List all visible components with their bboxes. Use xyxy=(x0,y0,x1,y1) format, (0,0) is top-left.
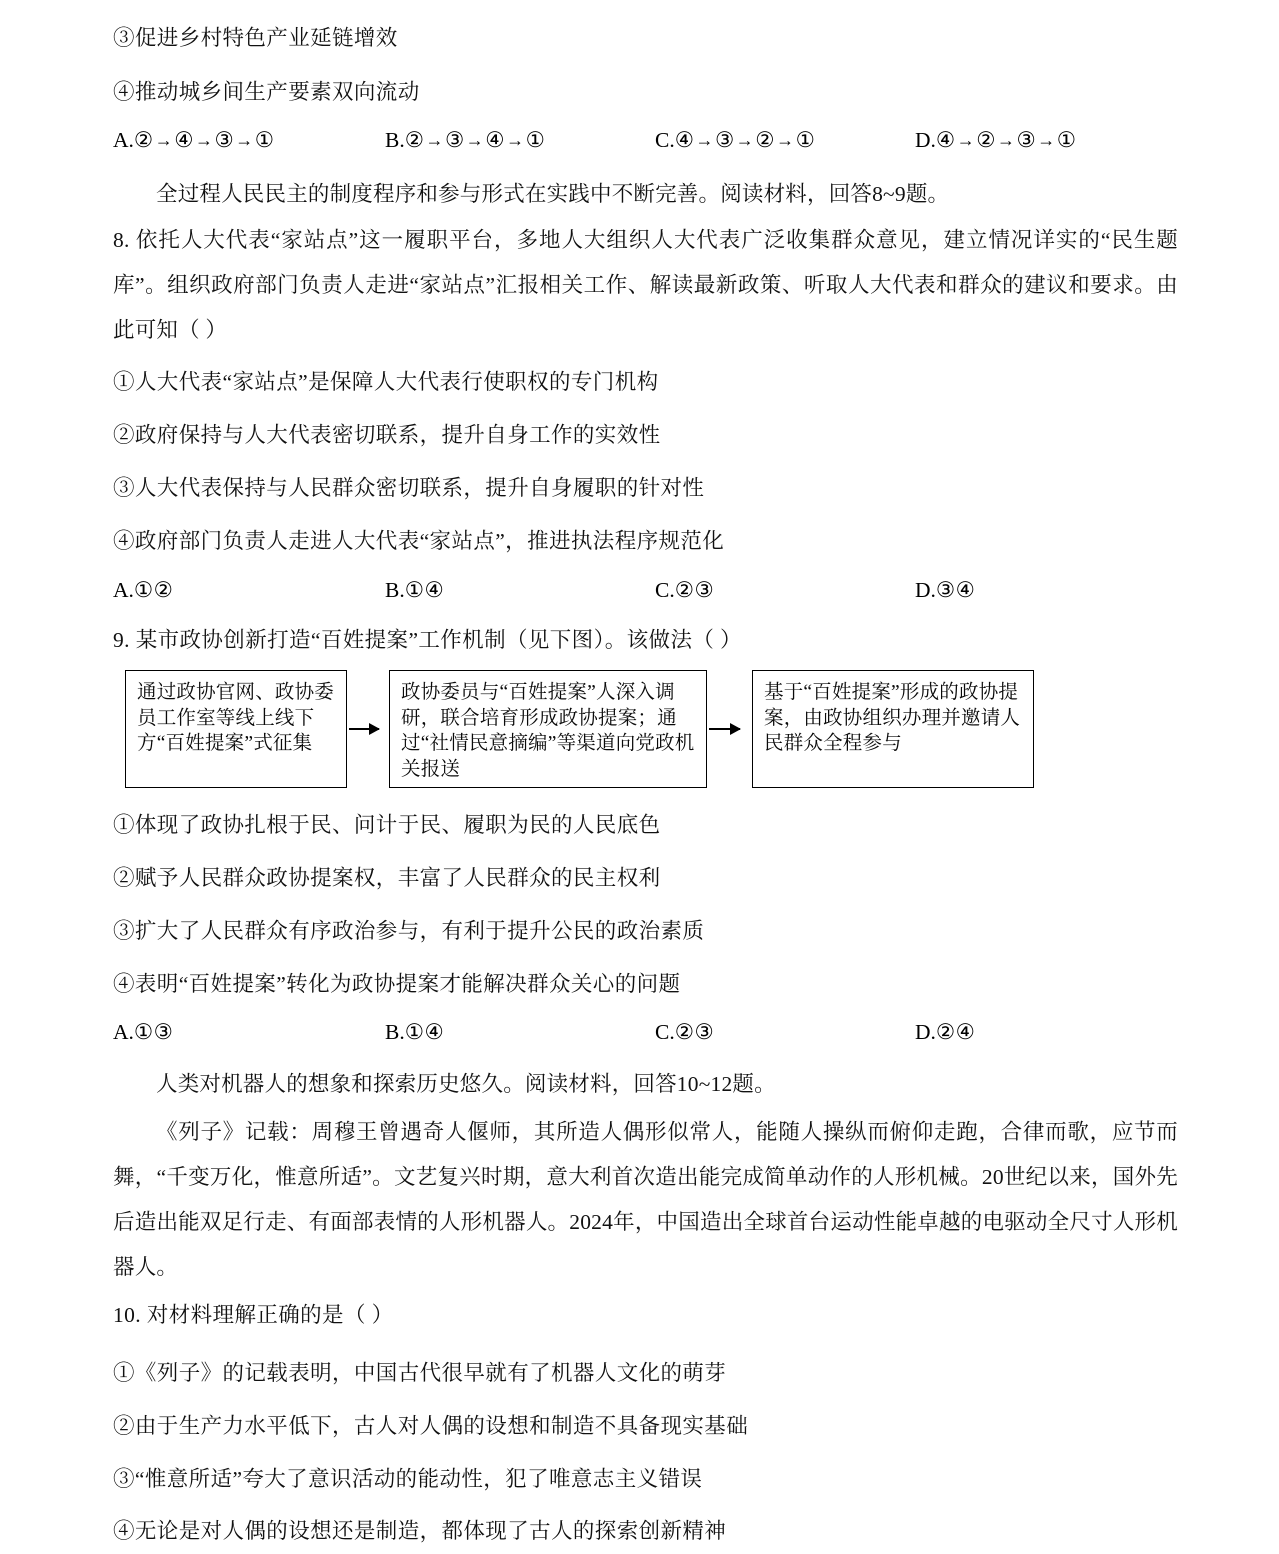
q8-option-d-text: ③④ xyxy=(935,578,976,602)
q10-item-3: ③“惟意所适”夸大了意识活动的能动性，犯了唯意志主义错误 xyxy=(113,1467,703,1491)
circled-number: ① xyxy=(525,128,546,152)
q10-item-1: ①《列子》的记载表明，中国古代很早就有了机器人文化的萌芽 xyxy=(113,1361,727,1385)
circled-number: ④ xyxy=(174,128,194,152)
q9-option-b-text: ①④ xyxy=(404,1020,445,1044)
q9-options-row xyxy=(113,1020,1178,1050)
q8-option-a-text: ①② xyxy=(133,578,174,602)
q9-option-d-label: D. xyxy=(915,1020,936,1044)
arrow-right-icon: → xyxy=(425,130,444,150)
q7-option-c[interactable] xyxy=(655,128,815,153)
q9-item-2: ②赋予人民群众政协提案权，丰富了人民群众的民主权利 xyxy=(113,866,661,890)
circled-number: ② xyxy=(976,128,996,152)
stem-8-9 xyxy=(113,172,1178,217)
q9-option-c-text: ②③ xyxy=(674,1020,715,1044)
q9-flowchart xyxy=(117,670,1137,792)
circled-number: ① xyxy=(1056,128,1077,152)
q8-item-2: ②政府保持与人大代表密切联系，提升自身工作的实效性 xyxy=(113,423,661,447)
q7-option-b-chain xyxy=(405,128,546,152)
q8-stem: 8. 依托人大代表“家站点”这一履职平台，多地人大组织人大代表广泛收集群众意见，建立情况详实的“民生题库”。组织政府部门负责人走进“家站点”汇报相关工作、解读最新政策、听取人大代表和群众的建议和要求。由此可知（ ） xyxy=(113,228,1178,342)
q7-option-d-chain xyxy=(936,128,1077,152)
arrow-right-icon: → xyxy=(695,130,714,150)
q9-option-a-text: ①③ xyxy=(133,1020,174,1044)
q8-option-c-label: C. xyxy=(655,578,675,602)
arrow-right-icon: → xyxy=(1037,130,1056,150)
q10-item-2: ②由于生产力水平低下，古人对人偶的设想和制造不具备现实基础 xyxy=(113,1414,749,1438)
q7-option-c-label: C. xyxy=(655,128,675,152)
q7-option-a-chain xyxy=(134,128,275,152)
q9-item-1: ①体现了政协扎根于民、问计于民、履职为民的人民底色 xyxy=(113,813,661,837)
circled-number: ② xyxy=(133,128,154,152)
arrow-right-icon: → xyxy=(776,130,795,150)
q7-option-a[interactable] xyxy=(113,128,275,153)
circled-number: ④ xyxy=(935,128,956,152)
q8-option-c-text: ②③ xyxy=(674,578,715,602)
q9-item-3: ③扩大了人民群众有序政治参与，有利于提升公民的政治素质 xyxy=(113,919,705,943)
stem-8-9-text: 全过程人民民主的制度程序和参与形式在实践中不断完善。阅读材料，回答8~9题。 xyxy=(156,182,950,206)
circled-number: ② xyxy=(755,128,776,152)
arrow-right-icon: → xyxy=(956,130,976,150)
q8-item-4: ④政府部门负责人走进人大代表“家站点”，推进执法程序规范化 xyxy=(113,529,725,553)
flowchart-arrow-2-icon xyxy=(709,728,740,730)
arrow-right-icon: → xyxy=(154,130,174,150)
q10-stem: 10. 对材料理解正确的是（ ） xyxy=(113,1303,394,1327)
arrow-right-icon: → xyxy=(735,130,755,150)
circled-number: ④ xyxy=(674,128,695,152)
q9-option-a-label: A. xyxy=(113,1020,134,1044)
stem-10-12-text: 人类对机器人的想象和探索历史悠久。阅读材料，回答10~12题。 xyxy=(156,1072,776,1096)
flowchart-box-1: 通过政协官网、政协委员工作室等线上线下方“百姓提案”式征集 xyxy=(125,670,347,788)
arrow-right-icon: → xyxy=(194,130,214,150)
q7-item-3: ③促进乡村特色产业延链增效 xyxy=(113,26,398,50)
q8-options-row xyxy=(113,578,1178,608)
circled-number: ④ xyxy=(485,128,506,152)
flowchart-box-3: 基于“百姓提案”形成的政协提案，由政协组织办理并邀请人民群众全程参与 xyxy=(752,670,1034,788)
q8-option-d-label: D. xyxy=(915,578,936,602)
q8-option-d[interactable] xyxy=(915,578,975,603)
q9-option-c-label: C. xyxy=(655,1020,675,1044)
q10-item-4: ④无论是对人偶的设想还是制造，都体现了古人的探索创新精神 xyxy=(113,1519,727,1543)
q7-item-4: ④推动城乡间生产要素双向流动 xyxy=(113,80,420,104)
arrow-right-icon: → xyxy=(235,130,254,150)
circled-number: ③ xyxy=(214,128,235,152)
q7-option-d-label: D. xyxy=(915,128,936,152)
q9-option-d[interactable] xyxy=(915,1020,975,1045)
flowchart-box-2: 政协委员与“百姓提案”人深入调研，联合培育形成政协提案；通过“社情民意摘编”等渠道向党政机关报送 xyxy=(389,670,707,788)
q7-option-b-label: B. xyxy=(385,128,405,152)
q7-option-b[interactable] xyxy=(385,128,545,153)
q7-options-row xyxy=(113,128,1178,158)
q9-option-b[interactable] xyxy=(385,1020,444,1045)
q8-option-a[interactable] xyxy=(113,578,173,603)
q9-stem: 9. 某市政协创新打造“百姓提案”工作机制（见下图）。该做法（ ） xyxy=(113,628,742,652)
q8-item-1: ①人大代表“家站点”是保障人大代表行使职权的专门机构 xyxy=(113,370,659,394)
q7-option-a-label: A. xyxy=(113,128,134,152)
flowchart-arrow-1-icon xyxy=(349,728,379,730)
arrow-right-icon: → xyxy=(465,130,485,150)
q8-option-a-label: A. xyxy=(113,578,134,602)
q7-option-c-chain xyxy=(675,128,816,152)
material-passage: 《列子》记载：周穆王曾遇奇人偃师，其所造人偶形似常人，能随人操纵而俯仰走跑，合律而歌，应节而舞，“千变万化，惟意所适”。文艺复兴时期，意大利首次造出能完成简单动作的人形机械。20世纪以来，国外先后造出能双足行走、有面部表情的人形机器人。2024年，中国造出全球首台运动性能卓越的电驱动全尺寸人形机器人。 xyxy=(113,1120,1178,1279)
q9-option-c[interactable] xyxy=(655,1020,714,1045)
circled-number: ③ xyxy=(445,128,465,152)
arrow-right-icon: → xyxy=(506,130,525,150)
q9-option-a[interactable] xyxy=(113,1020,173,1045)
q8-option-b-label: B. xyxy=(385,578,405,602)
q7-option-d[interactable] xyxy=(915,128,1077,153)
circled-number: ① xyxy=(795,128,816,152)
q8-option-b-text: ①④ xyxy=(404,578,445,602)
stem-10-12 xyxy=(113,1062,1178,1107)
arrow-right-icon: → xyxy=(996,130,1016,150)
circled-number: ① xyxy=(254,128,275,152)
q9-item-4: ④表明“百姓提案”转化为政协提案才能解决群众关心的问题 xyxy=(113,972,681,996)
circled-number: ② xyxy=(404,128,425,152)
q9-option-b-label: B. xyxy=(385,1020,405,1044)
q8-item-3: ③人大代表保持与人民群众密切联系，提升自身履职的针对性 xyxy=(113,476,705,500)
q8-option-c[interactable] xyxy=(655,578,714,603)
circled-number: ③ xyxy=(715,128,735,152)
q8-option-b[interactable] xyxy=(385,578,444,603)
circled-number: ③ xyxy=(1016,128,1037,152)
q9-option-d-text: ②④ xyxy=(935,1020,976,1044)
